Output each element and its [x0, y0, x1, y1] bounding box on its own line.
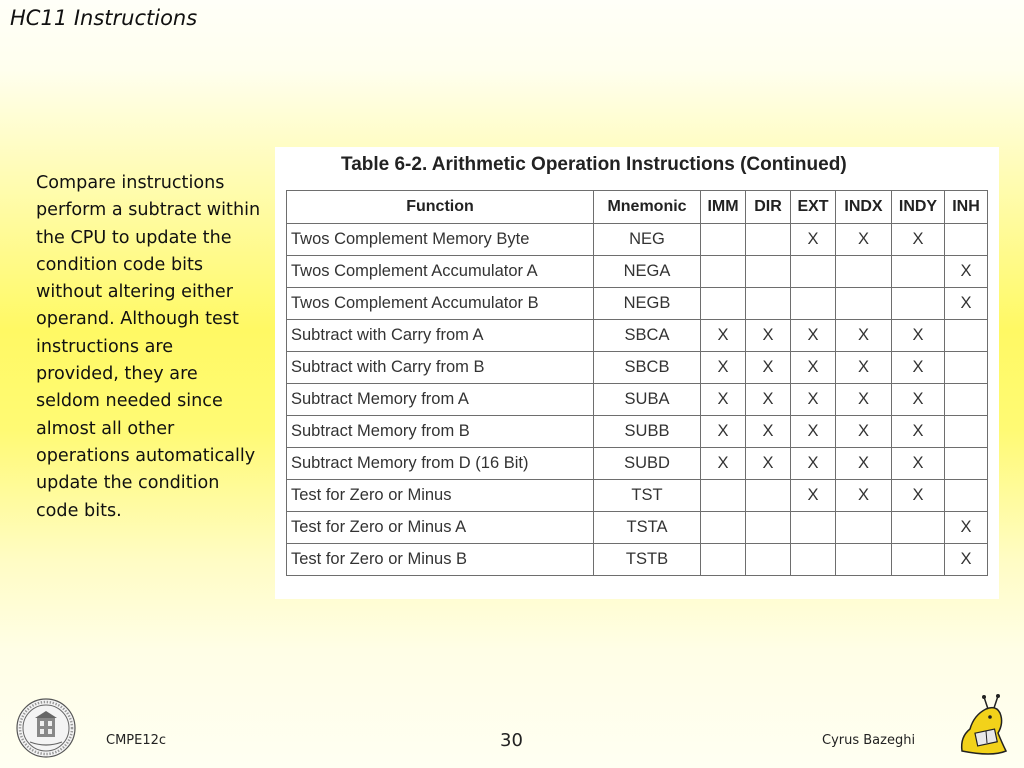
- mode-cell: X: [701, 320, 746, 352]
- mode-cell: X: [892, 384, 945, 416]
- mode-cell: X: [701, 352, 746, 384]
- function-cell: Test for Zero or Minus A: [287, 512, 594, 544]
- mode-cell: [701, 512, 746, 544]
- column-header: Mnemonic: [594, 191, 701, 224]
- mode-cell: [892, 512, 945, 544]
- mode-cell: [945, 320, 988, 352]
- mode-cell: X: [791, 224, 836, 256]
- function-cell: Twos Complement Memory Byte: [287, 224, 594, 256]
- mode-cell: X: [746, 416, 791, 448]
- mode-cell: X: [945, 256, 988, 288]
- footer-author: Cyrus Bazeghi: [822, 733, 916, 748]
- function-cell: Subtract Memory from D (16 Bit): [287, 448, 594, 480]
- footer-course: CMPE12c: [106, 733, 167, 748]
- mode-cell: [746, 288, 791, 320]
- mode-cell: [892, 544, 945, 576]
- table-row: [287, 544, 988, 576]
- table-row: [287, 224, 988, 256]
- mode-cell: [746, 544, 791, 576]
- column-header: DIR: [746, 191, 791, 224]
- mode-cell: X: [945, 512, 988, 544]
- mode-cell: X: [836, 416, 892, 448]
- mode-cell: X: [892, 320, 945, 352]
- mnemonic-cell: NEG: [594, 224, 701, 256]
- function-cell: Subtract Memory from A: [287, 384, 594, 416]
- university-seal-icon: [16, 698, 76, 758]
- function-cell: Subtract Memory from B: [287, 416, 594, 448]
- mode-cell: [791, 544, 836, 576]
- mode-cell: [892, 256, 945, 288]
- mode-cell: [945, 352, 988, 384]
- mnemonic-cell: NEGB: [594, 288, 701, 320]
- mode-cell: X: [746, 448, 791, 480]
- mode-cell: X: [746, 384, 791, 416]
- mode-cell: X: [836, 352, 892, 384]
- mode-cell: X: [836, 384, 892, 416]
- column-header: IMM: [701, 191, 746, 224]
- banana-slug-mascot-icon: [952, 693, 1016, 761]
- mode-cell: [945, 416, 988, 448]
- mode-cell: [701, 288, 746, 320]
- table-row: [287, 320, 988, 352]
- mode-cell: [945, 384, 988, 416]
- mode-cell: X: [892, 480, 945, 512]
- mode-cell: X: [791, 480, 836, 512]
- mode-cell: [945, 448, 988, 480]
- mode-cell: X: [892, 352, 945, 384]
- mode-cell: [892, 288, 945, 320]
- mode-cell: [746, 224, 791, 256]
- mode-cell: X: [791, 448, 836, 480]
- mnemonic-cell: TST: [594, 480, 701, 512]
- function-cell: Twos Complement Accumulator A: [287, 256, 594, 288]
- table-caption: Table 6-2. Arithmetic Operation Instructions (Continued): [341, 154, 847, 175]
- mode-cell: [791, 256, 836, 288]
- mnemonic-cell: SUBB: [594, 416, 701, 448]
- mnemonic-cell: SBCA: [594, 320, 701, 352]
- mode-cell: [701, 480, 746, 512]
- table-row: [287, 288, 988, 320]
- mode-cell: [746, 512, 791, 544]
- mode-cell: [836, 544, 892, 576]
- column-header: INDX: [836, 191, 892, 224]
- mnemonic-cell: SUBD: [594, 448, 701, 480]
- function-cell: Test for Zero or Minus B: [287, 544, 594, 576]
- mode-cell: X: [791, 384, 836, 416]
- mode-cell: X: [836, 448, 892, 480]
- column-header: Function: [287, 191, 594, 224]
- mode-cell: X: [836, 224, 892, 256]
- table-panel: [275, 147, 999, 599]
- column-header: INDY: [892, 191, 945, 224]
- mode-cell: X: [945, 544, 988, 576]
- mnemonic-cell: TSTB: [594, 544, 701, 576]
- mode-cell: X: [945, 288, 988, 320]
- mode-cell: X: [746, 352, 791, 384]
- function-cell: Subtract with Carry from B: [287, 352, 594, 384]
- mnemonic-cell: SUBA: [594, 384, 701, 416]
- mode-cell: [945, 224, 988, 256]
- mode-cell: X: [791, 416, 836, 448]
- mode-cell: X: [892, 448, 945, 480]
- mode-cell: [701, 224, 746, 256]
- table-header-row: [287, 191, 988, 224]
- mode-cell: [836, 512, 892, 544]
- mnemonic-cell: NEGA: [594, 256, 701, 288]
- function-cell: Subtract with Carry from A: [287, 320, 594, 352]
- column-header: EXT: [791, 191, 836, 224]
- slide-title: HC11 Instructions: [10, 6, 198, 30]
- mnemonic-cell: SBCB: [594, 352, 701, 384]
- mode-cell: X: [701, 384, 746, 416]
- table-row: [287, 384, 988, 416]
- mode-cell: [701, 256, 746, 288]
- table-row: [287, 416, 988, 448]
- mode-cell: [746, 256, 791, 288]
- table-row: [287, 480, 988, 512]
- body-text: Compare instructions perform a subtract within the CPU to update the condition code bits without altering either operand. Although test instructions are provided, they are seldom needed since almost all other operations automatically update the condition code bits.: [36, 173, 261, 521]
- mode-cell: X: [701, 448, 746, 480]
- mode-cell: X: [791, 320, 836, 352]
- instruction-table: [286, 190, 988, 576]
- mode-cell: [836, 288, 892, 320]
- mode-cell: X: [892, 224, 945, 256]
- mode-cell: X: [892, 416, 945, 448]
- column-header: INH: [945, 191, 988, 224]
- table-body: [287, 224, 988, 576]
- table-row: [287, 512, 988, 544]
- mnemonic-cell: TSTA: [594, 512, 701, 544]
- table-row: [287, 352, 988, 384]
- mode-cell: [701, 544, 746, 576]
- page-number: 30: [500, 730, 523, 751]
- function-cell: Test for Zero or Minus: [287, 480, 594, 512]
- mode-cell: X: [791, 352, 836, 384]
- mode-cell: [746, 480, 791, 512]
- table-row: [287, 256, 988, 288]
- mode-cell: [791, 512, 836, 544]
- function-cell: Twos Complement Accumulator B: [287, 288, 594, 320]
- mode-cell: [945, 480, 988, 512]
- mode-cell: X: [746, 320, 791, 352]
- table-row: [287, 448, 988, 480]
- mode-cell: X: [836, 320, 892, 352]
- mode-cell: [836, 256, 892, 288]
- mode-cell: X: [701, 416, 746, 448]
- mode-cell: [791, 288, 836, 320]
- mode-cell: X: [836, 480, 892, 512]
